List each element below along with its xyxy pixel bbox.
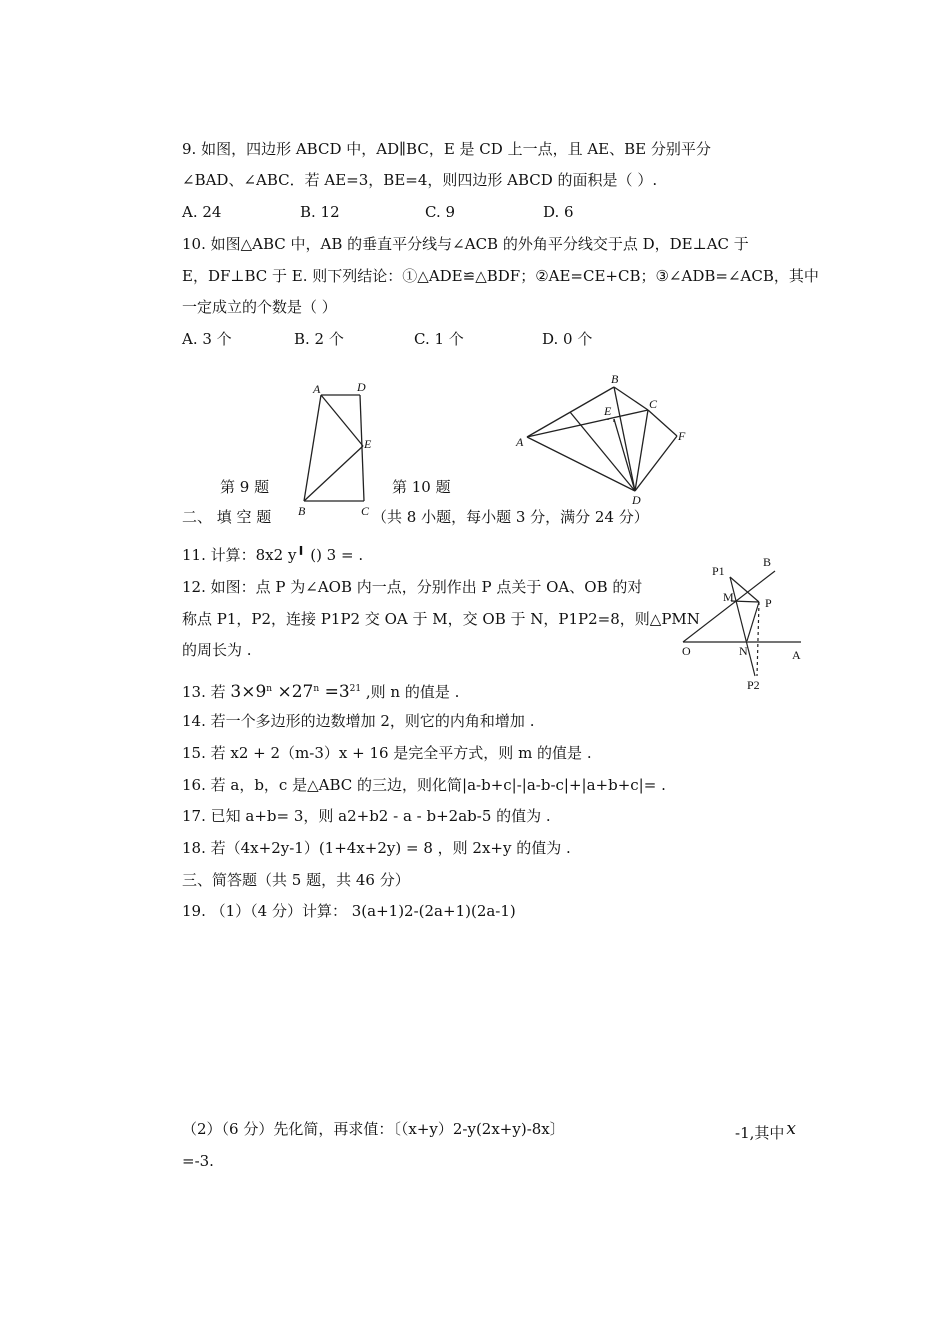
q13-sup3: 21 xyxy=(349,684,362,694)
q12-line3: 的周长为 . xyxy=(182,641,252,659)
fig12-label-p2: P2 xyxy=(747,678,760,692)
section2-title: 二、 填 空 题 xyxy=(182,508,272,526)
q9-option-d: D. 6 xyxy=(543,203,574,221)
q13-formula-mid: ×27 xyxy=(272,682,314,702)
fig10-label-b: B xyxy=(611,372,619,386)
caption-figure-10: 第 10 题 xyxy=(392,478,451,496)
q10-option-d: D. 0 个 xyxy=(542,330,593,348)
fig9-label-d: D xyxy=(357,380,366,394)
q9-line2: ∠BAD、∠ABC．若 AE=3，BE=4，则四边形 ABCD 的面积是（ ）. xyxy=(182,171,658,189)
q9-option-a: A. 24 xyxy=(182,203,222,221)
q10-option-b: B. 2 个 xyxy=(294,330,344,348)
fig9-label-c: C xyxy=(361,504,370,518)
q13-formula-base: 3×9 xyxy=(230,682,267,702)
caption-figure-9: 第 9 题 xyxy=(220,478,270,496)
q9-line1: 9. 如图，四边形 ABCD 中，AD∥BC，E 是 CD 上一点，且 AE、BE 分别平分 xyxy=(182,140,711,158)
section2-note: （共 8 小题，每小题 3 分，满分 24 分） xyxy=(372,508,649,526)
fig10-label-c: C xyxy=(649,397,658,411)
q19-part2-tail xyxy=(735,1119,796,1143)
q14: 14. 若一个多边形的边数增加 2，则它的内角和增加 . xyxy=(182,712,535,730)
fig9-label-a: A xyxy=(313,382,321,396)
fig10-label-f: F xyxy=(678,429,686,443)
q10-options xyxy=(182,329,592,349)
q12-line2: 称点 P1，P2，连接 P1P2 交 OA 于 M，交 OB 于 N，P1P2=8，则△PMN xyxy=(182,610,700,628)
q13-prefix: 13. 若 xyxy=(182,683,226,701)
q9-options xyxy=(182,202,574,222)
q13-formula-eq: =3 xyxy=(319,682,350,702)
q19-part2-line1: （2）（6 分）先化简，再求值：〔（x+y）2-y(2x+y)-8x〕 xyxy=(182,1120,565,1138)
q10-line1: 10. 如图△ABC 中，AB 的垂直平分线与∠ACB 的外角平分线交于点 D，DE⊥AC 于 xyxy=(182,235,749,253)
fig9-label-b: B xyxy=(298,504,306,518)
fig12-label-m: M xyxy=(723,590,734,604)
fig10-label-e: E xyxy=(604,404,612,418)
q9-option-c: C. 9 xyxy=(425,203,456,221)
fig12-label-a: A xyxy=(792,648,801,662)
fig12-label-p: P xyxy=(765,596,772,610)
figure-9 xyxy=(290,375,390,520)
q10-option-c: C. 1 个 xyxy=(414,330,464,348)
q9-option-b: B. 12 xyxy=(300,203,340,221)
q13 xyxy=(182,679,459,702)
q19-part2-var: x xyxy=(786,1119,796,1139)
q10-option-a: A. 3 个 xyxy=(182,330,232,348)
fig12-label-p1: P1 xyxy=(712,564,725,578)
section3-title: 三、简答题（共 5 题，共 46 分） xyxy=(182,871,410,889)
q17: 17. 已知 a+b= 3，则 a2+b2 - a - b+2ab-5 的值为 . xyxy=(182,807,551,825)
q15: 15. 若 x2 + 2（m-3）x + 16 是完全平方式，则 m 的值是 . xyxy=(182,744,592,762)
q18: 18. 若（4x+2y-1）(1+4x+2y) = 8 ，则 2x+y 的值为 . xyxy=(182,839,571,857)
fig9-label-e: E xyxy=(364,437,372,451)
q19-part2-tail-text: -1,其中 xyxy=(735,1124,785,1142)
q12-line1: 12. 如图：点 P 为∠AOB 内一点，分别作出 P 点关于 OA、OB 的对 xyxy=(182,578,643,596)
figure-10 xyxy=(510,370,700,510)
q16: 16. 若 a，b，c 是△ABC 的三边，则化简|a-b+c|-|a-b-c|+|a+b+c|= . xyxy=(182,776,666,794)
fig12-label-b: B xyxy=(763,555,772,569)
q11: 11. 计算：8x2 y╹ () 3 = . xyxy=(182,546,364,564)
fig12-label-n: N xyxy=(739,644,748,658)
q13-sup2: n xyxy=(313,684,320,694)
fig10-label-d: D xyxy=(632,493,641,507)
q13-sup1: n xyxy=(266,684,273,694)
q13-suffix: ,则 n 的值是 . xyxy=(361,683,460,701)
q10-line3: 一定成立的个数是（ ） xyxy=(182,298,337,316)
q10-line2: E，DF⊥BC 于 E. 则下列结论：①△ADE≌△BDF；②AE=CE+CB；③∠ADB=∠ACB，其中 xyxy=(182,267,819,285)
fig12-label-o: O xyxy=(682,644,691,658)
q19-part1: 19. （1）（4 分）计算： 3(a+1)2-(2a+1)(2a-1) xyxy=(182,902,516,920)
q13-formula xyxy=(230,682,361,702)
fig10-label-a: A xyxy=(516,435,524,449)
figure-12 xyxy=(675,555,810,695)
q19-part2-line2: =-3. xyxy=(182,1152,214,1170)
